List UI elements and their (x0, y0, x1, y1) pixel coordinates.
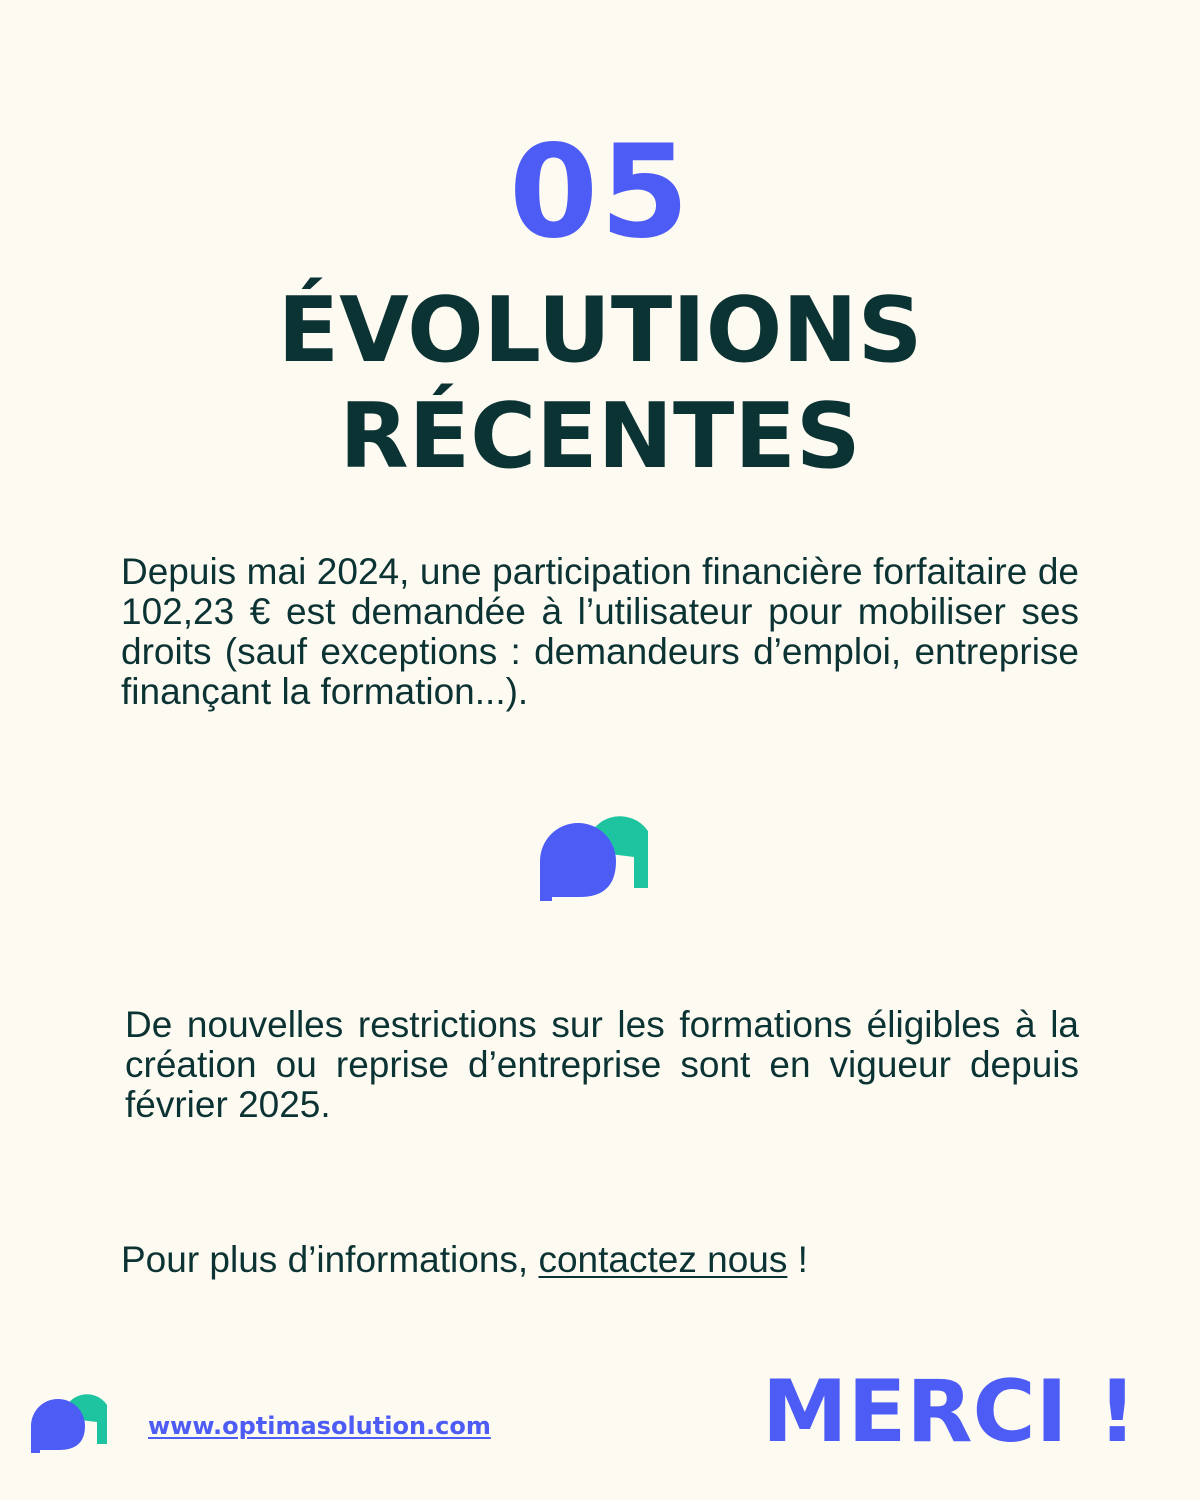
contact-line (121, 1240, 808, 1280)
paragraph-participation: Depuis mai 2024, une participation financière forfaitaire de 102,23 € est demandée à l’utilisateur pour mobiliser ses droits (sauf exceptions : demandeurs d’emploi, entreprise finançant la formation...). (121, 551, 1079, 712)
contact-suffix: ! (787, 1239, 808, 1280)
page-title (0, 278, 1200, 490)
speech-bubbles-logo-icon (540, 803, 650, 903)
thanks-text: MERCI ! (762, 1362, 1137, 1462)
paragraph-restrictions: De nouvelles restrictions sur les formations éligibles à la création ou reprise d’entreprise sont en vigueur depuis février 2025. (125, 1004, 1079, 1125)
title-line-1: ÉVOLUTIONS (277, 278, 923, 383)
website-link[interactable]: www.optimasolution.com (148, 1412, 491, 1440)
title-line-2: RÉCENTES (339, 384, 861, 489)
contact-link[interactable]: contactez nous (538, 1239, 788, 1280)
speech-bubbles-logo-icon (31, 1386, 109, 1454)
section-number: 05 (508, 118, 692, 267)
contact-prefix: Pour plus d’informations, (121, 1239, 539, 1280)
